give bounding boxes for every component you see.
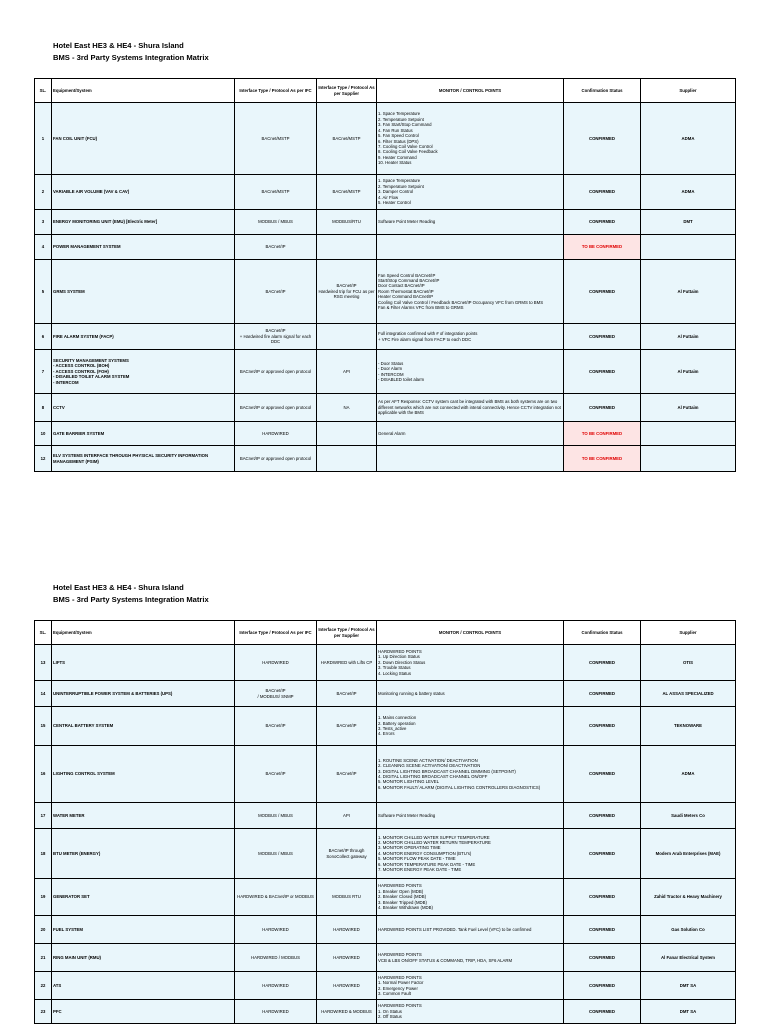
cell-sl: 21 (35, 944, 52, 972)
cell-interface-supplier: HARDWIRED & MODBUS (317, 1000, 377, 1024)
header-points: MONITOR / CONTROL POINTS (377, 79, 564, 103)
cell-interface-supplier: HARDWIRED (317, 972, 377, 1000)
table-row (35, 746, 736, 803)
status-badge: CONFIRMED (564, 707, 641, 746)
status-badge: CONFIRMED (564, 645, 641, 681)
cell-supplier: Modern Arab Enterprises (MAE) (641, 829, 736, 879)
cell-interface-supplier: BACnet/IP Hardwired trip for FCU as per RSG meeting (317, 260, 377, 324)
status-badge: TO BE CONFIRMED (564, 446, 641, 472)
cell-equipment: GRMS SYSTEM (52, 260, 235, 324)
cell-interface-supplier: HARDWIRED with Lifts CP (317, 645, 377, 681)
cell-supplier: ADMA (641, 175, 736, 210)
table-row (35, 972, 736, 1000)
status-badge: TO BE CONFIRMED (564, 235, 641, 260)
table-row (35, 707, 736, 746)
table-row (35, 446, 736, 472)
cell-interface-ifc: BACnet/IP or approved open protocol (235, 350, 317, 394)
cell-points: HARDWIRED POINTS VCB & LBS ON/OFF STATUS & COMMAND, TRIP, HDA, SF6 ALARM (377, 944, 564, 972)
cell-interface-ifc: BACnet/MSTP (235, 103, 317, 175)
cell-supplier (641, 422, 736, 446)
cell-equipment: BTU METER (ENERGY) (52, 829, 235, 879)
cell-equipment: FAN COIL UNIT (FCU) (52, 103, 235, 175)
cell-supplier: Al Futtaim (641, 394, 736, 422)
header-equipment: Equipment/System (52, 621, 235, 645)
table-row (35, 422, 736, 446)
table-row (35, 916, 736, 944)
table-row (35, 681, 736, 707)
cell-sl: 19 (35, 879, 52, 916)
cell-interface-ifc: BACnet/IP or approved open protocol (235, 394, 317, 422)
cell-equipment: LIGHTING CONTROL SYSTEM (52, 746, 235, 803)
cell-equipment: GATE BARRIER SYSTEM (52, 422, 235, 446)
cell-interface-ifc: MODBUS / MBUS (235, 210, 317, 235)
cell-interface-supplier: API (317, 803, 377, 829)
cell-equipment: WATER METER (52, 803, 235, 829)
cell-points: 1. ROUTINE SCENE ACTIVATION/ DEACTIVATION 2. CLEANING SCENE ACTIVATION/ DEACTIVATION 3. DIGITAL LIGHTING BROADCAST CHANNEL DIMMING (SETPOINT) 4. DIGITAL LIGHTING BROADCAST CHANNEL ON/OFF 5. MONITOR LIGHTING LEVEL 6. MONITOR FAULT/ ALARM (DIGITAL LIGHTING CONTROLLERS DIAGNOSTICS) (377, 746, 564, 803)
cell-interface-supplier: BACnet/IP (317, 681, 377, 707)
header-status: Confirmation Status (564, 79, 641, 103)
cell-interface-ifc: HARDWIRED / MODBUS (235, 944, 317, 972)
cell-equipment: GENERATOR SET (52, 879, 235, 916)
cell-sl: 13 (35, 645, 52, 681)
integration-matrix-table (34, 620, 736, 1024)
table-row (35, 829, 736, 879)
cell-sl: 2 (35, 175, 52, 210)
cell-interface-supplier: MODBUS/RTU (317, 210, 377, 235)
cell-interface-ifc: BACnet/IP (235, 260, 317, 324)
cell-points: HARDWIRED POINTS 1. Up Direction Status 2. Down Direction Status 3. Trouble Status 4. Locking Status (377, 645, 564, 681)
status-badge: CONFIRMED (564, 681, 641, 707)
cell-interface-supplier (317, 235, 377, 260)
cell-interface-ifc: HARDWIRED (235, 645, 317, 681)
cell-equipment: ELV SYSTEMS INTERFACE THROUGH PHYSICAL SECURITY INFORMATION MANAGEMENT (PSIM) (52, 446, 235, 472)
cell-interface-supplier (317, 422, 377, 446)
header-interface-ifc: Interface Type / Protocol As per IFC (235, 79, 317, 103)
cell-points: Monitoring running & battery status (377, 681, 564, 707)
cell-interface-ifc: BACnet/IP or approved open protocol (235, 446, 317, 472)
cell-supplier (641, 235, 736, 260)
cell-sl: 23 (35, 1000, 52, 1024)
cell-points: HARDWIRED POINTS 1. On Status 2. Off Status (377, 1000, 564, 1024)
cell-sl: 14 (35, 681, 52, 707)
cell-points: 1. Space Temperature 2. Temperature Setpoint 3. Damper Control 4. Air Flow 5. Heater Control (377, 175, 564, 210)
table-row (35, 235, 736, 260)
cell-interface-supplier: BACnet/IP (317, 746, 377, 803)
cell-interface-supplier (317, 324, 377, 350)
cell-equipment: ENERGY MONITORING UNIT (EMU) [Electric Meter] (52, 210, 235, 235)
table-row (35, 879, 736, 916)
table-row (35, 803, 736, 829)
integration-matrix-table (34, 78, 736, 472)
table-row (35, 944, 736, 972)
cell-sl: 3 (35, 210, 52, 235)
table-header-row (35, 621, 736, 645)
status-badge: TO BE CONFIRMED (564, 422, 641, 446)
cell-sl: 1 (35, 103, 52, 175)
cell-points: 1. Space Temperature 2. Temperature Setpoint 3. Fan Start/Stop Command 4. Fan Run Status 5. Fan Speed Control 6. Filter Status (DPS) 7. Cooling Coil Valve Control 8. Cooling Coil Valve Feedback 9. Heater Command 10. Heater Status (377, 103, 564, 175)
cell-sl: 4 (35, 235, 52, 260)
cell-points: Software Point Meter Reading (377, 210, 564, 235)
cell-points: HARDWIRED POINTS 1. Breaker Open (MDB) 2. Breaker Closed (MDB) 3. Breaker Tripped (MDB) 4. Breaker Withdrawn (MDB) (377, 879, 564, 916)
page-subtitle: BMS - 3rd Party Systems Integration Matrix (53, 53, 209, 62)
cell-interface-ifc: HARDWIRED (235, 916, 317, 944)
header-sl: SL. (35, 621, 52, 645)
cell-equipment: LIFTS (52, 645, 235, 681)
page-title: Hotel East HE3 & HE4 - Shura Island (53, 41, 184, 50)
cell-sl: 22 (35, 972, 52, 1000)
status-badge: CONFIRMED (564, 103, 641, 175)
cell-sl: 12 (35, 446, 52, 472)
table-row (35, 394, 736, 422)
status-badge: CONFIRMED (564, 944, 641, 972)
cell-equipment: FUEL SYSTEM (52, 916, 235, 944)
cell-equipment: UNINTERRUPTIBLE POWER SYSTEM & BATTERIES (UPS) (52, 681, 235, 707)
cell-supplier: Al Futtaim (641, 324, 736, 350)
cell-interface-supplier: API (317, 350, 377, 394)
header-supplier: Supplier (641, 621, 736, 645)
cell-sl: 15 (35, 707, 52, 746)
cell-interface-ifc: BACnet/IP (235, 746, 317, 803)
cell-interface-ifc: HARDWIRED (235, 422, 317, 446)
cell-interface-ifc: BACnet/IP (235, 235, 317, 260)
status-badge: CONFIRMED (564, 972, 641, 1000)
status-badge: CONFIRMED (564, 1000, 641, 1024)
cell-equipment: POWER MANAGEMENT SYSTEM (52, 235, 235, 260)
header-supplier: Supplier (641, 79, 736, 103)
cell-interface-ifc: BACnet/IP (235, 707, 317, 746)
cell-supplier: Saudi Meters Co (641, 803, 736, 829)
status-badge: CONFIRMED (564, 746, 641, 803)
table-row (35, 1000, 736, 1024)
table-row (35, 324, 736, 350)
cell-supplier: ADMA (641, 746, 736, 803)
cell-points: 1. Mains connection 2. Battery operation 3. Tests_active 4. Errors (377, 707, 564, 746)
cell-points: As per AFT Response: CCTV system cant be integrated with BMS as both systems are on two different networks which are not connected with interal connectivity. Hence CCTV integration not applicable with the BMS (377, 394, 564, 422)
cell-sl: 20 (35, 916, 52, 944)
cell-supplier: AL ASSAS SPECIALIZED (641, 681, 736, 707)
cell-interface-supplier: BACnet/IP (317, 707, 377, 746)
cell-supplier: ADMA (641, 103, 736, 175)
cell-points: - Door Status - Door Alarm - INTERCOM - DISABLED toilet alarm (377, 350, 564, 394)
header-interface-ifc: Interface Type / Protocol As per IFC (235, 621, 317, 645)
table-row (35, 260, 736, 324)
cell-interface-ifc: HARDWIRED (235, 972, 317, 1000)
status-badge: CONFIRMED (564, 879, 641, 916)
status-badge: CONFIRMED (564, 210, 641, 235)
status-badge: CONFIRMED (564, 394, 641, 422)
header-sl: SL. (35, 79, 52, 103)
cell-sl: 6 (35, 324, 52, 350)
cell-interface-ifc: BACnet/MSTP (235, 175, 317, 210)
header-points: MONITOR / CONTROL POINTS (377, 621, 564, 645)
cell-sl: 5 (35, 260, 52, 324)
cell-points: HARDWIRED POINTS LIST PROVIDED. Tank Fuel Level (VFC) to be confirmed (377, 916, 564, 944)
cell-points: HARDWIRED POINTS 1. Normal Power Factor 2. Emergency Power 3. Common Fault (377, 972, 564, 1000)
page-subtitle: BMS - 3rd Party Systems Integration Matrix (53, 595, 209, 604)
cell-equipment: PFC (52, 1000, 235, 1024)
cell-points: Full integration confirmed with # of integration points + VFC Fire alarm signal from FACP to each DDC (377, 324, 564, 350)
cell-supplier (641, 446, 736, 472)
table-header-row (35, 79, 736, 103)
cell-interface-ifc: HARDWIRED (235, 1000, 317, 1024)
cell-points: Software Point Meter Reading (377, 803, 564, 829)
table-row (35, 210, 736, 235)
cell-supplier: Gas Solution Co (641, 916, 736, 944)
cell-interface-ifc: MODBUS / MBUS (235, 803, 317, 829)
cell-sl: 16 (35, 746, 52, 803)
cell-supplier: OTIS (641, 645, 736, 681)
cell-points (377, 446, 564, 472)
cell-supplier: TEKNOWARE (641, 707, 736, 746)
cell-points: 1. MONITOR CHILLED WATER SUPPLY TEMPERATURE 2. MONITOR CHILLED WATER RETURN TEMPERATURE 3. MONITOR OPERATING TIME 4. MONITOR ENERGY CONSUMPTION (BTU's) 5. MONITOR FLOW PEAK DATE - TIME 6. MONITOR TEMPERATURE PEAK DATE - TIME 7. MONITOR ENERGY PEAK DATE - TIME (377, 829, 564, 879)
cell-interface-supplier: HARDWIRED (317, 916, 377, 944)
cell-sl: 8 (35, 394, 52, 422)
status-badge: CONFIRMED (564, 175, 641, 210)
cell-sl: 10 (35, 422, 52, 446)
cell-interface-supplier: BACnet/IP through SonoCollect gateway (317, 829, 377, 879)
cell-points (377, 235, 564, 260)
cell-equipment: CENTRAL BATTERY SYSTEM (52, 707, 235, 746)
cell-interface-supplier: NA (317, 394, 377, 422)
status-badge: CONFIRMED (564, 916, 641, 944)
table-row (35, 175, 736, 210)
cell-sl: 17 (35, 803, 52, 829)
cell-supplier: Al Futtaim (641, 260, 736, 324)
cell-supplier: DMT (641, 210, 736, 235)
cell-equipment: CCTV (52, 394, 235, 422)
cell-equipment: SECURITY MANAGEMENT SYSTEMS - ACCESS CONTROL (BOH) - ACCESS CONTROL (FOH) - DISABLED TOILET ALARM SYSTEM - INTERCOM (52, 350, 235, 394)
table-row (35, 103, 736, 175)
cell-supplier: DMT SA (641, 972, 736, 1000)
header-equipment: Equipment/System (52, 79, 235, 103)
status-badge: CONFIRMED (564, 829, 641, 879)
cell-equipment: RING MAIN UNIT (RMU) (52, 944, 235, 972)
cell-sl: 18 (35, 829, 52, 879)
cell-interface-supplier (317, 446, 377, 472)
cell-supplier: DMT SA (641, 1000, 736, 1024)
status-badge: CONFIRMED (564, 324, 641, 350)
cell-interface-ifc: HARDWIRED & BACnet/IP or MODBUS (235, 879, 317, 916)
table-row (35, 350, 736, 394)
cell-interface-ifc: MODBUS / MBUS (235, 829, 317, 879)
cell-equipment: FIRE ALARM SYSTEM (FACP) (52, 324, 235, 350)
status-badge: CONFIRMED (564, 350, 641, 394)
cell-sl: 7 (35, 350, 52, 394)
cell-interface-supplier: BACnet/MSTP (317, 103, 377, 175)
cell-supplier: Zahid Tractor & Heavy Machinery (641, 879, 736, 916)
cell-supplier: Al Fanar Electrical System (641, 944, 736, 972)
cell-interface-ifc: BACnet/IP + Hardwired fire alarm signal for each DDC (235, 324, 317, 350)
cell-interface-supplier: HARDWIRED (317, 944, 377, 972)
cell-interface-ifc: BACnet/IP / MODBUS/ SNMP (235, 681, 317, 707)
cell-points: Fan Speed Control BACnet/IP Start/Stop Command BACnet/IP Door Contact BACnet/IP Room Thermostat BACnet/IP Heater Command BACnet/IP Cooling Coil Valve Control / Feedback BACnet/IP Occupancy VFC from GRMS to BMS Fan & Filter Alarms VFC from BMS to GRMS (377, 260, 564, 324)
header-interface-supplier: Interface Type / Protocol As per Supplier (317, 621, 377, 645)
header-status: Confirmation Status (564, 621, 641, 645)
cell-points: General Alarm (377, 422, 564, 446)
cell-supplier: Al Futtaim (641, 350, 736, 394)
cell-equipment: ATS (52, 972, 235, 1000)
cell-equipment: VARIABLE AIR VOLUME (VAV & CAV) (52, 175, 235, 210)
page-title: Hotel East HE3 & HE4 - Shura Island (53, 583, 184, 592)
table-row (35, 645, 736, 681)
cell-interface-supplier: BACnet/MSTP (317, 175, 377, 210)
status-badge: CONFIRMED (564, 260, 641, 324)
header-interface-supplier: Interface Type / Protocol As per Supplier (317, 79, 377, 103)
cell-interface-supplier: MODBUS RTU (317, 879, 377, 916)
status-badge: CONFIRMED (564, 803, 641, 829)
